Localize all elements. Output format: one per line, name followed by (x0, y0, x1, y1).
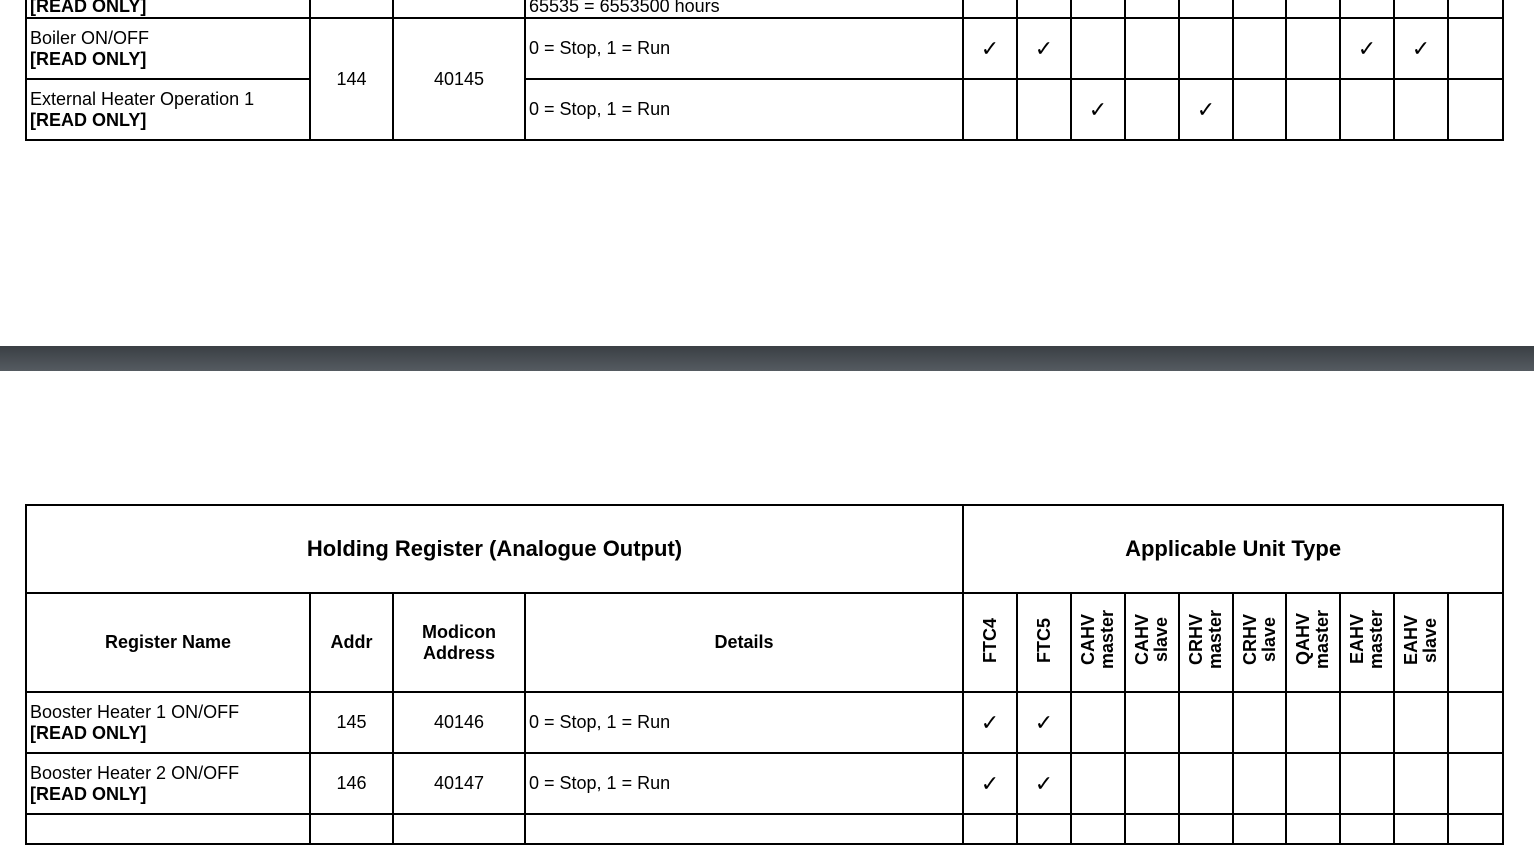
table-row (26, 753, 1503, 814)
table-title: Holding Register (Analogue Output) (26, 505, 963, 593)
unit-type-header: EAHV master (1340, 593, 1394, 692)
check-cell: ✓ (1017, 18, 1071, 79)
register-name-cell (26, 753, 310, 814)
check-cell (1448, 18, 1503, 79)
check-cell (1125, 692, 1179, 753)
check-cell (1071, 18, 1125, 79)
check-cell (1179, 753, 1233, 814)
table-row (26, 692, 1503, 753)
details-cell: 0 = Stop, 1 = Run (525, 753, 963, 814)
read-only-note: [READ ONLY] (30, 109, 147, 130)
check-cell (1394, 692, 1448, 753)
check-cell (1233, 79, 1286, 140)
check-cell (1125, 79, 1179, 140)
check-cell (1286, 753, 1340, 814)
table-title-row (26, 505, 1503, 593)
table-row (26, 79, 1503, 140)
unit-type-header: CAHV master (1071, 593, 1125, 692)
column-header-row (26, 593, 1503, 692)
check-cell: ✓ (963, 692, 1017, 753)
check-cell (1448, 79, 1503, 140)
check-cell (1448, 692, 1503, 753)
check-cell (1340, 692, 1394, 753)
read-only-note: [READ ONLY] (30, 48, 147, 69)
modicon-cell: 40146 (393, 692, 525, 753)
details-cell: 0 = Stop, 1 = Run (525, 79, 963, 140)
check-cell: ✓ (1071, 79, 1125, 140)
check-cell (1340, 79, 1394, 140)
page-divider (0, 346, 1534, 371)
check-cell: ✓ (1017, 692, 1071, 753)
register-name-cell (26, 18, 310, 79)
unit-type-header: CRHV master (1179, 593, 1233, 692)
modicon-cell: 40147 (393, 753, 525, 814)
header-modicon: Modicon Address (393, 593, 525, 692)
register-table-holding (25, 504, 1504, 845)
unit-type-header: QAHV master (1286, 593, 1340, 692)
check-cell: ✓ (1394, 18, 1448, 79)
addr-cell: 146 (310, 753, 393, 814)
check-cell (1233, 753, 1286, 814)
read-only-note: [READ ONLY] (30, 783, 147, 804)
register-name: Boiler ON/OFF (30, 27, 150, 48)
check-cell: ✓ (1017, 753, 1071, 814)
unit-type-header: FTC5 (1017, 593, 1071, 692)
register-name: External Heater Operation 1 (30, 88, 255, 109)
check-cell (1071, 753, 1125, 814)
register-name-cell (26, 692, 310, 753)
register-table-top (25, 0, 1504, 141)
details-cell: 0 = Stop, 1 = Run (525, 692, 963, 753)
check-cell (1071, 692, 1125, 753)
unit-type-header: EAHV slave (1394, 593, 1448, 692)
check-cell: ✓ (963, 18, 1017, 79)
check-cell: ✓ (1179, 79, 1233, 140)
register-name: Booster Heater 1 ON/OFF (30, 701, 240, 722)
unit-type-header (1448, 593, 1503, 692)
addr-cell: 145 (310, 692, 393, 753)
unit-type-header: CAHV slave (1125, 593, 1179, 692)
header-addr: Addr (310, 593, 393, 692)
header-details: Details (525, 593, 963, 692)
unit-type-header: CRHV slave (1233, 593, 1286, 692)
read-only-note: [READ ONLY] (30, 722, 147, 743)
check-cell (1448, 753, 1503, 814)
check-cell (1286, 18, 1340, 79)
check-cell (1340, 753, 1394, 814)
check-cell (1233, 18, 1286, 79)
modicon-cell: 40145 (393, 18, 525, 140)
check-cell (1394, 753, 1448, 814)
check-cell (1286, 79, 1340, 140)
table-row (26, 0, 1503, 18)
register-name-cell (26, 79, 310, 140)
details-cell: 65535 = 6553500 hours (525, 0, 963, 18)
check-cell (1233, 692, 1286, 753)
check-cell (1017, 79, 1071, 140)
check-cell (1179, 692, 1233, 753)
check-cell (963, 79, 1017, 140)
check-cell (1179, 18, 1233, 79)
table-row (26, 18, 1503, 79)
check-cell (1394, 79, 1448, 140)
check-cell (1286, 692, 1340, 753)
addr-cell: 144 (310, 18, 393, 140)
details-cell: 0 = Stop, 1 = Run (525, 18, 963, 79)
check-cell: ✓ (1340, 18, 1394, 79)
unit-type-header: FTC4 (963, 593, 1017, 692)
applicable-unit-title: Applicable Unit Type (963, 505, 1503, 593)
check-cell (1125, 753, 1179, 814)
check-cell (1125, 18, 1179, 79)
check-cell: ✓ (963, 753, 1017, 814)
register-name: Booster Heater 2 ON/OFF (30, 762, 240, 783)
register-name-cell: [READ ONLY] (26, 0, 310, 18)
header-register-name: Register Name (26, 593, 310, 692)
